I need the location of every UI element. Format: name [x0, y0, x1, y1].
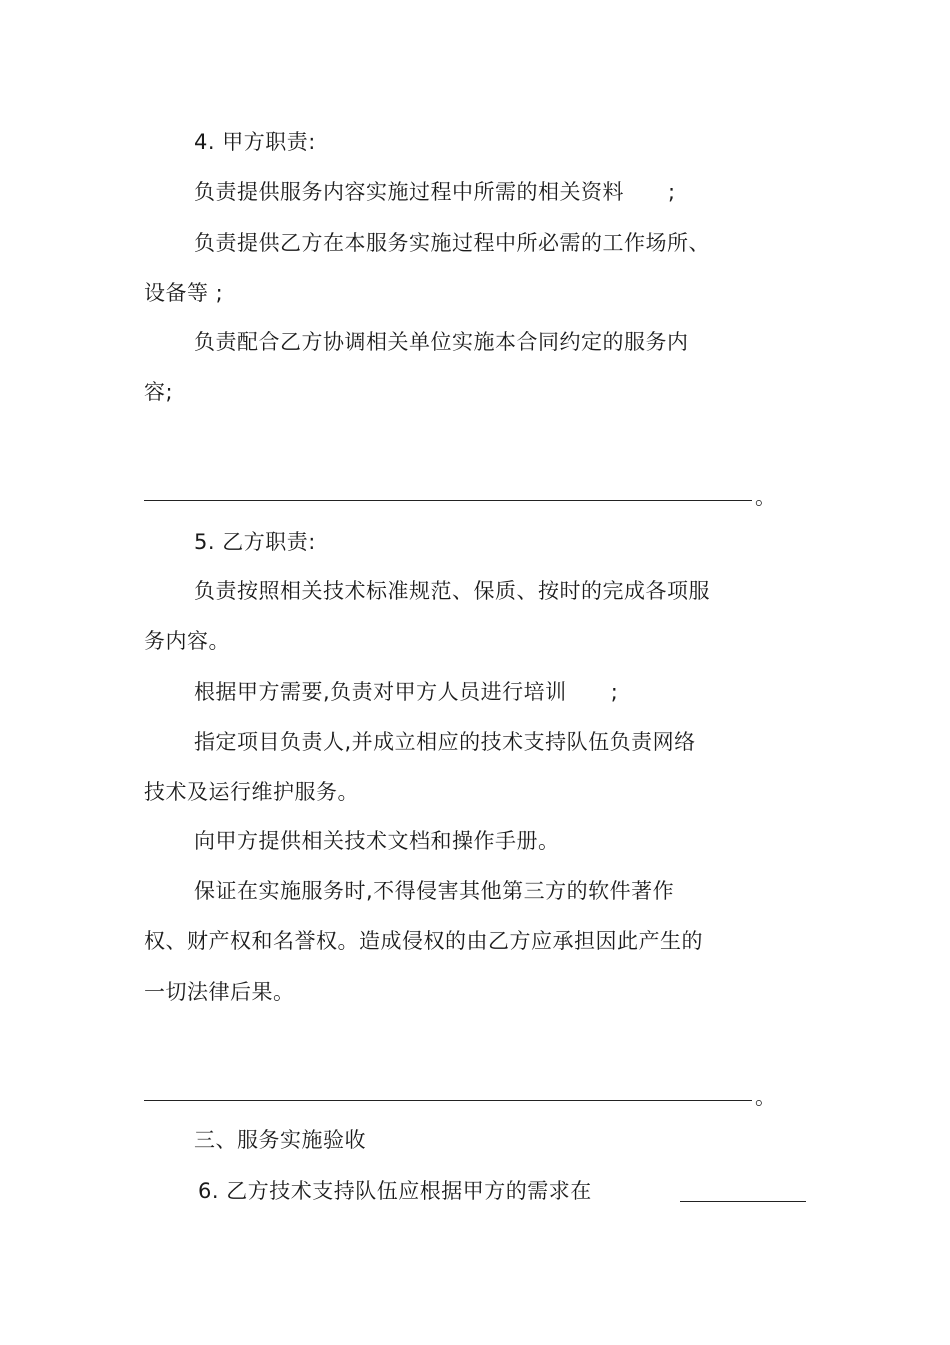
blank-fill-line-1	[144, 500, 752, 501]
party-b-item-1-line-1: 负责按照相关技术标准规范、保质、按时的完成各项服	[194, 579, 710, 603]
party-b-item-2	[194, 678, 618, 706]
party-b-item-3-line-1: 指定项目负责人,并成立相应的技术支持队伍负责网络	[194, 730, 696, 754]
blank-fill-end-mark-2: 。	[755, 1085, 776, 1109]
party-b-item-5-line-3: 一切法律后果。	[144, 980, 295, 1004]
item-6-blank-line	[680, 1201, 806, 1202]
party-a-heading: 4. 甲方职责:	[194, 130, 316, 154]
party-a-item-1-text: 负责提供服务内容实施过程中所需的相关资料	[194, 180, 624, 204]
party-b-item-5-line-1: 保证在实施服务时,不得侵害其他第三方的软件著作	[194, 879, 675, 903]
party-b-item-5-line-2: 权、财产权和名誉权。造成侵权的由乙方应承担因此产生的	[144, 929, 703, 953]
party-b-item-4: 向甲方提供相关技术文档和操作手册。	[194, 829, 560, 853]
party-b-item-1-line-2: 务内容。	[144, 629, 230, 653]
party-b-item-3-line-2: 技术及运行维护服务。	[144, 780, 359, 804]
party-a-item-2-line-1: 负责提供乙方在本服务实施过程中所必需的工作场所、	[194, 231, 710, 255]
section-3-heading: 三、服务实施验收	[194, 1128, 366, 1152]
party-a-item-3-line-2: 容;	[144, 380, 174, 404]
blank-fill-line-2	[144, 1100, 752, 1101]
blank-fill-end-mark-1: 。	[755, 485, 776, 509]
party-a-item-1	[194, 178, 676, 206]
party-b-item-2-semicolon: ;	[610, 680, 619, 704]
party-a-item-2-line-2: 设备等 ;	[144, 281, 224, 305]
party-b-heading: 5. 乙方职责:	[194, 530, 316, 554]
party-a-item-3-line-1: 负责配合乙方协调相关单位实施本合同约定的服务内	[194, 330, 689, 354]
party-a-item-1-semicolon: ;	[668, 180, 676, 204]
party-b-item-2-text: 根据甲方需要,负责对甲方人员进行培训	[194, 680, 567, 704]
item-6-text: 6. 乙方技术支持队伍应根据甲方的需求在	[198, 1179, 592, 1203]
